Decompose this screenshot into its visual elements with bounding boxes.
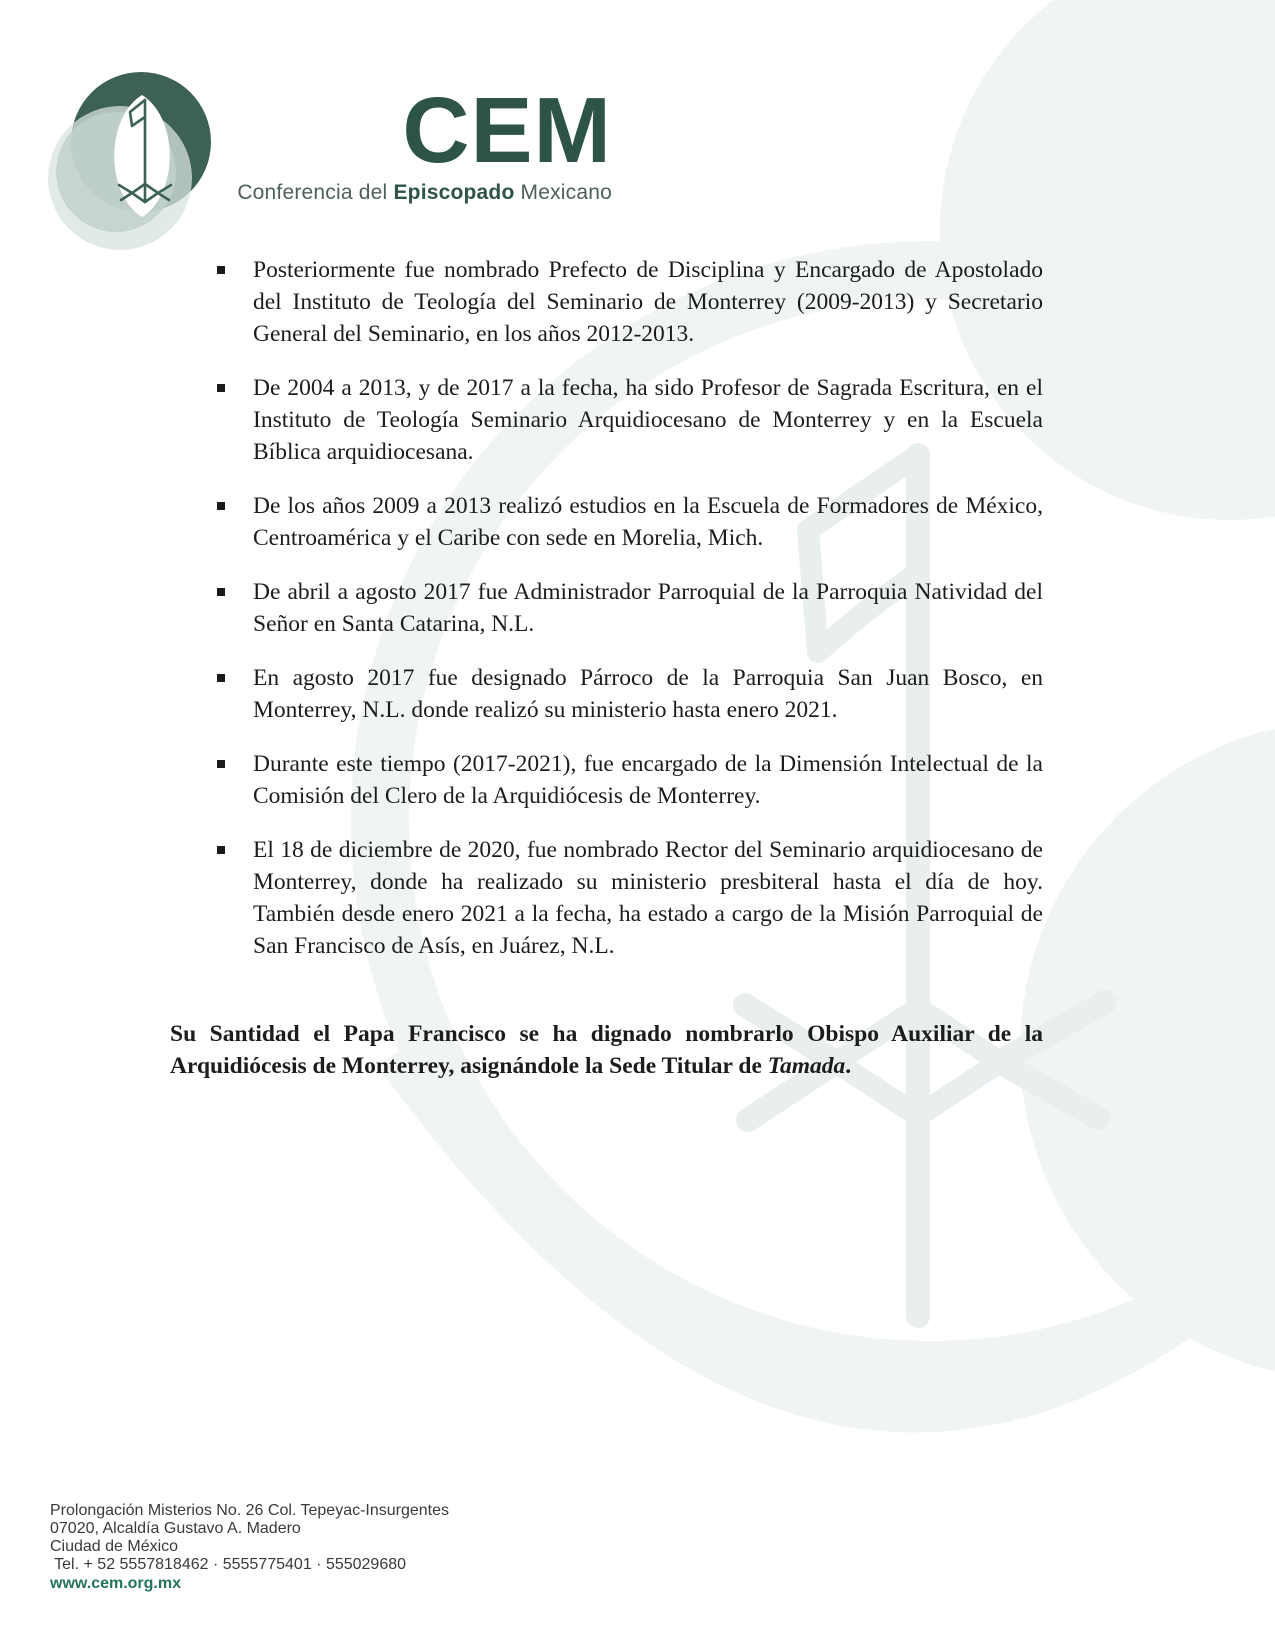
bullet-item xyxy=(170,372,1043,468)
bullet-text: De 2004 a 2013, y de 2017 a la fecha, ha sido Profesor de Sagrada Escritura, en el Instituto de Teología Seminario Arquidiocesano de Monterrey y en la Escuela Bíblica arquidiocesana. xyxy=(253,375,1043,465)
bullet-item xyxy=(170,662,1043,726)
brand-block xyxy=(230,78,612,205)
bullet-text: De los años 2009 a 2013 realizó estudios en la Escuela de Formadores de México, Centroamérica y el Caribe con sede en Morelia, Mich. xyxy=(253,493,1043,551)
footer-address-line-3: Ciudad de México xyxy=(50,1538,179,1555)
bullet-text: Posteriormente fue nombrado Prefecto de Disciplina y Encargado de Apostolado del Instituto de Teología del Seminario de Monterrey (2009-2013) y Secretario General del Seminario, en los años 2012-2013. xyxy=(253,257,1043,347)
closing-period: . xyxy=(845,1053,852,1079)
bullet-list xyxy=(170,254,1043,962)
footer-phone-line: Tel. + 52 5557818462 · 5555775401 · 555029680 xyxy=(50,1556,407,1573)
bullet-square-icon xyxy=(217,502,225,510)
bullet-item xyxy=(170,490,1043,554)
bullet-square-icon xyxy=(217,588,225,596)
cem-logo-icon xyxy=(48,68,213,250)
footer-address-line-1: Prolongación Misterios No. 26 Col. Tepeyac-Insurgentes xyxy=(50,1502,450,1519)
footer-website-link[interactable]: www.cem.org.mx xyxy=(50,1575,181,1592)
bullet-item xyxy=(170,254,1043,350)
tagline-bold-word: Episcopado xyxy=(393,181,515,204)
bullet-square-icon xyxy=(217,760,225,768)
brand-tagline xyxy=(230,181,612,205)
document-body xyxy=(170,254,1043,1082)
closing-paragraph xyxy=(170,1018,1043,1082)
closing-see-name: Tamada xyxy=(767,1053,846,1079)
bullet-text: En agosto 2017 fue designado Párroco de la Parroquia San Juan Bosco, en Monterrey, N.L. donde realizó su ministerio hasta enero 2021. xyxy=(253,665,1043,723)
footer-address-line-2: 07020, Alcaldía Gustavo A. Madero xyxy=(50,1520,301,1537)
bullet-item xyxy=(170,576,1043,640)
page-footer xyxy=(50,1502,449,1593)
bullet-item xyxy=(170,748,1043,812)
bullet-text: El 18 de diciembre de 2020, fue nombrado Rector del Seminario arquidiocesano de Monterrey, donde ha realizado su ministerio presbiteral hasta el día de hoy. También desde enero 2021 a la fecha, ha estado a cargo de la Misión Parroquial de San Francisco de Asís, en Juárez, N.L. xyxy=(253,837,1043,959)
bullet-item xyxy=(170,834,1043,962)
tagline-suffix: Mexicano xyxy=(514,181,612,204)
bullet-text: De abril a agosto 2017 fue Administrador Parroquial de la Parroquia Natividad del Señor en Santa Catarina, N.L. xyxy=(253,579,1043,637)
closing-lead: Su Santidad el Papa Francisco se ha dignado nombrarlo Obispo Auxiliar de la Arquidiócesis de Monterrey, asignándole la Sede Titular de xyxy=(170,1021,1043,1079)
bullet-square-icon xyxy=(217,384,225,392)
brand-acronym: CEM xyxy=(402,78,612,182)
bullet-square-icon xyxy=(217,846,225,854)
bullet-text: Durante este tiempo (2017-2021), fue encargado de la Dimensión Intelectual de la Comisión del Clero de la Arquidiócesis de Monterrey. xyxy=(253,751,1043,809)
tagline-prefix: Conferencia del xyxy=(237,181,394,204)
bullet-square-icon xyxy=(217,674,225,682)
bullet-square-icon xyxy=(217,266,225,274)
